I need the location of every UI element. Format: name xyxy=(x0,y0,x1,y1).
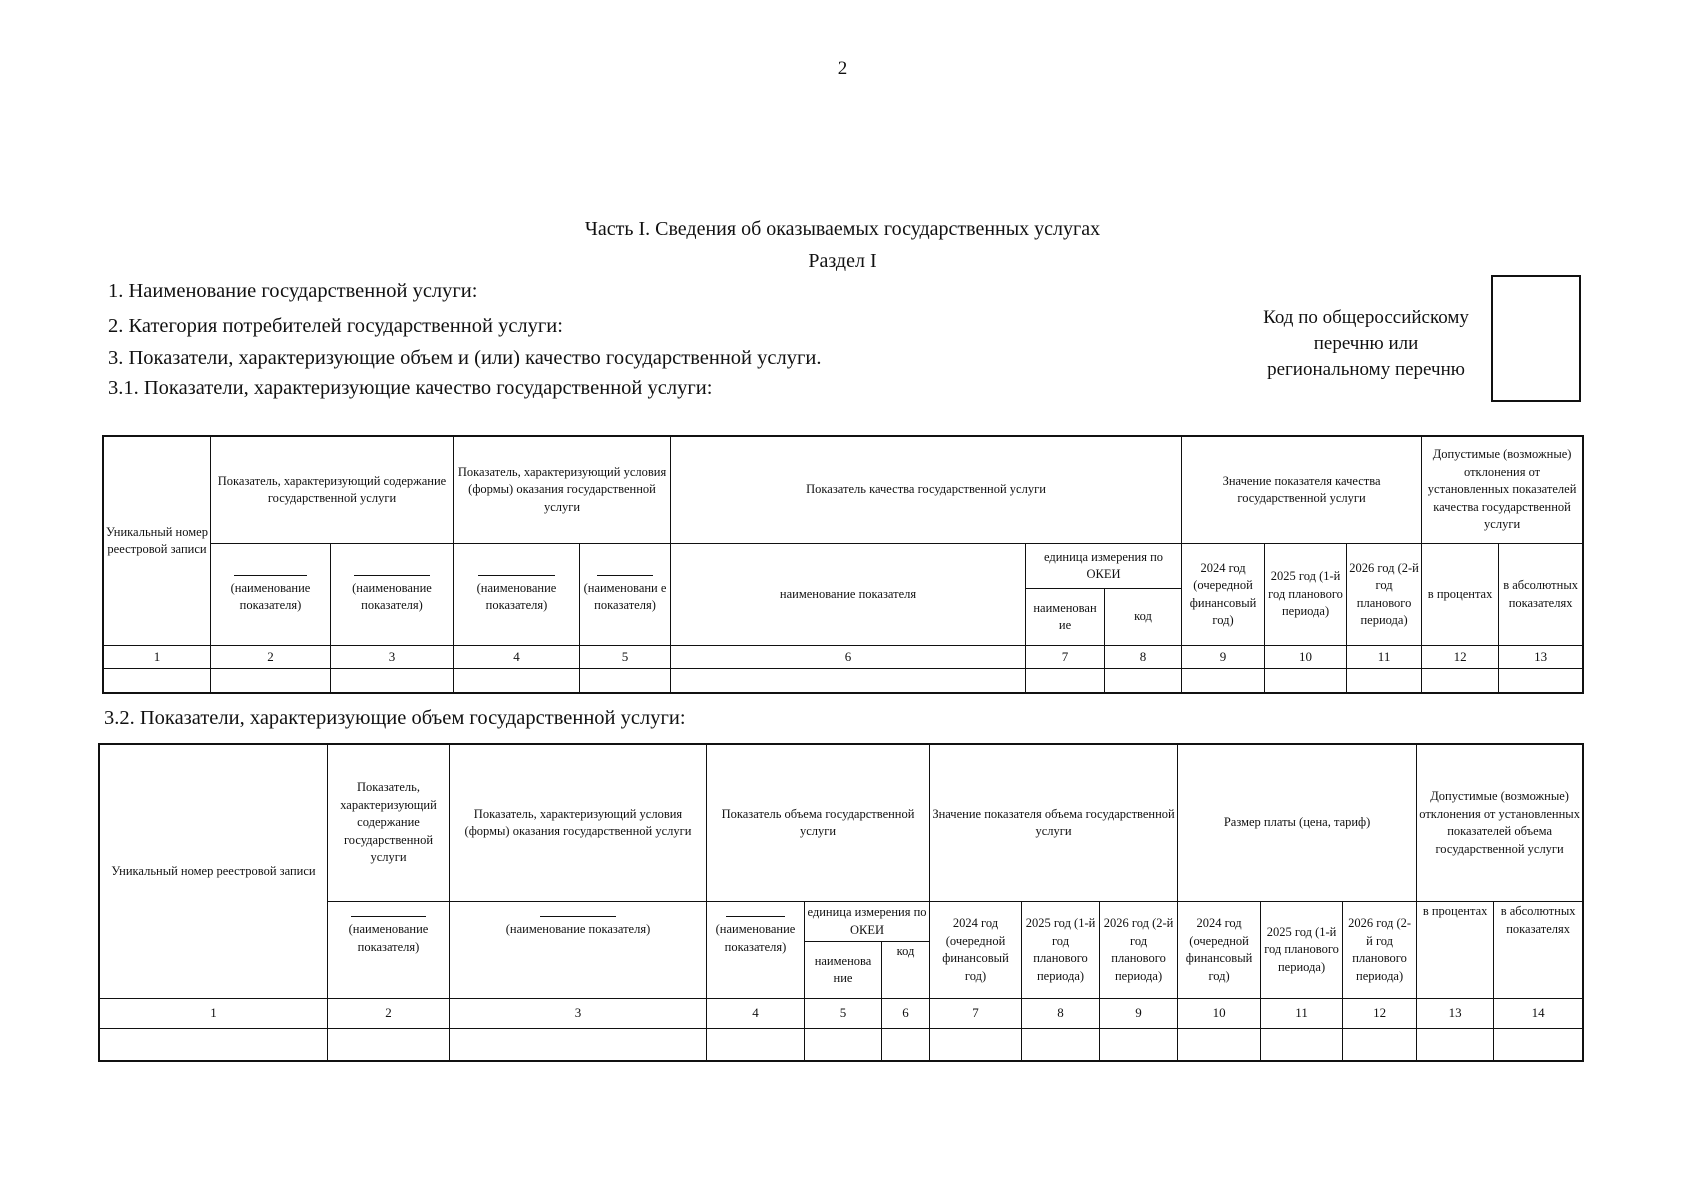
empty-cell[interactable] xyxy=(104,669,211,693)
column-number: 7 xyxy=(930,999,1022,1029)
empty-cell[interactable] xyxy=(328,1029,450,1061)
indicator-name-cell: (наименование показателя) xyxy=(331,544,454,646)
empty-cell[interactable] xyxy=(930,1029,1022,1061)
header-quality-indicator: Показатель качества государственной услуги xyxy=(671,437,1182,544)
column-number: 3 xyxy=(450,999,707,1029)
unit-name: наименова ние xyxy=(805,942,882,999)
empty-cell[interactable] xyxy=(580,669,671,693)
column-number: 2 xyxy=(211,646,331,669)
item-service-name: 1. Наименование государственной услуги: xyxy=(108,280,478,302)
header-volume-value: Значение показателя объема государственной услуги xyxy=(930,745,1178,902)
column-number: 11 xyxy=(1347,646,1422,669)
column-number: 6 xyxy=(671,646,1026,669)
header-conditions-indicator: Показатель, характеризующий условия (формы) оказания государственной услуги xyxy=(450,745,707,902)
fee-2026: 2026 год (2-й год планового периода) xyxy=(1343,902,1417,999)
empty-cell[interactable] xyxy=(211,669,331,693)
column-number: 7 xyxy=(1026,646,1105,669)
header-allowed-deviation: Допустимые (возможные) отклонения от установленных показателей качества государственной услуги xyxy=(1422,437,1583,544)
volume-indicators-table xyxy=(99,744,1583,1061)
deviation-absolute: в абсолютных показателях xyxy=(1499,544,1583,646)
empty-cell[interactable] xyxy=(882,1029,930,1061)
column-number: 8 xyxy=(1022,999,1100,1029)
year-2025: 2025 год (1-й год планового периода) xyxy=(1022,902,1100,999)
year-2026: 2026 год (2-й год планового периода) xyxy=(1100,902,1178,999)
year-2025: 2025 год (1-й год планового периода) xyxy=(1265,544,1347,646)
empty-cell[interactable] xyxy=(1261,1029,1343,1061)
quality-indicator-name: наименование показателя xyxy=(671,544,1026,646)
column-number: 1 xyxy=(100,999,328,1029)
empty-cell[interactable] xyxy=(671,669,1026,693)
indicator-name-cell: (наименование показателя) xyxy=(211,544,331,646)
unit-okei-header: единица измерения по ОКЕИ xyxy=(1026,544,1182,589)
indicator-name-cell: (наименование показателя) xyxy=(707,902,805,999)
column-number: 13 xyxy=(1417,999,1494,1029)
column-number: 6 xyxy=(882,999,930,1029)
item-volume-indicators: 3.2. Показатели, характеризующие объем государственной услуги: xyxy=(104,707,686,729)
column-number: 11 xyxy=(1261,999,1343,1029)
unit-code: код xyxy=(882,942,930,999)
header-volume-indicator: Показатель объема государственной услуги xyxy=(707,745,930,902)
column-number: 9 xyxy=(1100,999,1178,1029)
item-consumer-category: 2. Категория потребителей государственной услуги: xyxy=(108,315,563,337)
year-2024: 2024 год (очередной финансовый год) xyxy=(1182,544,1265,646)
empty-cell[interactable] xyxy=(1178,1029,1261,1061)
empty-cell[interactable] xyxy=(454,669,580,693)
empty-cell[interactable] xyxy=(1026,669,1105,693)
column-number: 5 xyxy=(805,999,882,1029)
header-allowed-deviation: Допустимые (возможные) отклонения от установленных показателей объема государственной услуги xyxy=(1417,745,1583,902)
indicator-name-cell: (наименование показателя) xyxy=(454,544,580,646)
section-title: Раздел I xyxy=(808,250,877,272)
year-2026: 2026 год (2-й год планового периода) xyxy=(1347,544,1422,646)
quality-indicators-table xyxy=(103,436,1583,693)
empty-cell[interactable] xyxy=(1347,669,1422,693)
code-box[interactable] xyxy=(1491,275,1581,402)
header-quality-value: Значение показателя качества государственной услуги xyxy=(1182,437,1422,544)
column-number: 14 xyxy=(1494,999,1583,1029)
header-content-indicator: Показатель, характеризующий содержание государственной услуги xyxy=(328,745,450,902)
column-number: 4 xyxy=(454,646,580,669)
empty-cell[interactable] xyxy=(1265,669,1347,693)
fee-2024: 2024 год (очередной финансовый год) xyxy=(1178,902,1261,999)
empty-cell[interactable] xyxy=(707,1029,805,1061)
deviation-percent: в процентах xyxy=(1422,544,1499,646)
empty-cell[interactable] xyxy=(1105,669,1182,693)
empty-cell[interactable] xyxy=(1182,669,1265,693)
header-fee: Размер платы (цена, тариф) xyxy=(1178,745,1417,902)
empty-cell[interactable] xyxy=(1499,669,1583,693)
empty-cell[interactable] xyxy=(1343,1029,1417,1061)
unit-name: наименован ие xyxy=(1026,589,1105,646)
empty-cell[interactable] xyxy=(1494,1029,1583,1061)
item-indicators: 3. Показатели, характеризующие объем и (или) качество государственной услуги. xyxy=(108,347,822,369)
empty-cell[interactable] xyxy=(1422,669,1499,693)
column-number: 8 xyxy=(1105,646,1182,669)
page-number: 2 xyxy=(837,58,848,79)
fee-2025: 2025 год (1-й год планового периода) xyxy=(1261,902,1343,999)
column-number: 9 xyxy=(1182,646,1265,669)
column-number: 1 xyxy=(104,646,211,669)
deviation-absolute: в абсолютных показателях xyxy=(1494,902,1583,999)
item-quality-indicators: 3.1. Показатели, характеризующие качество государственной услуги: xyxy=(108,377,713,399)
column-number: 2 xyxy=(328,999,450,1029)
header-conditions-indicator: Показатель, характеризующий условия (формы) оказания государственной услуги xyxy=(454,437,671,544)
column-number: 13 xyxy=(1499,646,1583,669)
column-number: 12 xyxy=(1343,999,1417,1029)
column-number: 4 xyxy=(707,999,805,1029)
empty-cell[interactable] xyxy=(331,669,454,693)
empty-cell[interactable] xyxy=(1022,1029,1100,1061)
indicator-name-cell: (наименовани е показателя) xyxy=(580,544,671,646)
year-2024: 2024 год (очередной финансовый год) xyxy=(930,902,1022,999)
column-number: 12 xyxy=(1422,646,1499,669)
column-number: 10 xyxy=(1265,646,1347,669)
code-label: Код по общероссийскому перечню или региональному перечню xyxy=(1263,307,1469,380)
deviation-percent: в процентах xyxy=(1417,902,1494,999)
header-content-indicator: Показатель, характеризующий содержание государственной услуги xyxy=(211,437,454,544)
unit-code: код xyxy=(1105,589,1182,646)
indicator-name-cell: (наименование показателя) xyxy=(450,902,707,999)
part-title: Часть I. Сведения об оказываемых государственных услугах xyxy=(584,218,1101,240)
empty-cell[interactable] xyxy=(100,1029,328,1061)
empty-cell[interactable] xyxy=(1100,1029,1178,1061)
column-number: 3 xyxy=(331,646,454,669)
header-unique-number: Уникальный номер реестровой записи xyxy=(104,437,211,646)
header-unique-number: Уникальный номер реестровой записи xyxy=(100,745,328,999)
column-number: 5 xyxy=(580,646,671,669)
column-number: 10 xyxy=(1178,999,1261,1029)
unit-okei-header: единица измерения по ОКЕИ xyxy=(805,902,930,942)
empty-cell[interactable] xyxy=(450,1029,707,1061)
indicator-name-cell: (наименование показателя) xyxy=(328,902,450,999)
empty-cell[interactable] xyxy=(1417,1029,1494,1061)
empty-cell[interactable] xyxy=(805,1029,882,1061)
